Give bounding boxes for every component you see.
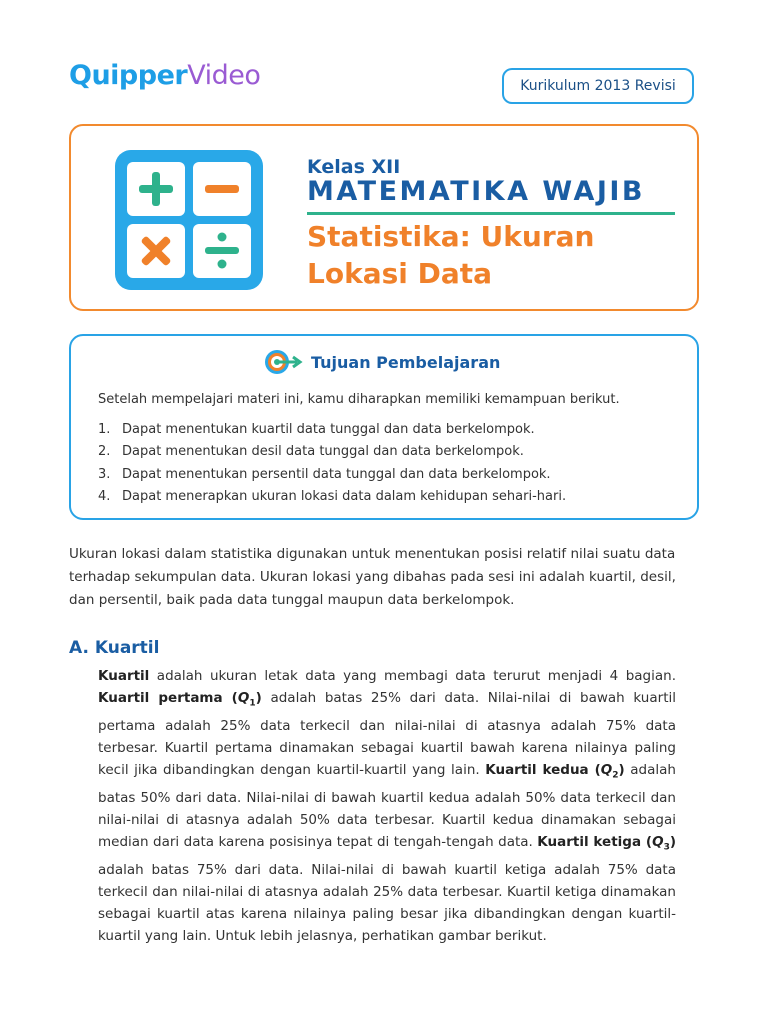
class-label: Kelas XII bbox=[307, 156, 401, 178]
section-heading-kuartil: A. Kuartil bbox=[69, 638, 160, 658]
quipper-video-logo bbox=[69, 60, 260, 91]
objectives-intro: Setelah mempelajari materi ini, kamu diharapkan memiliki kemampuan berikut. bbox=[98, 392, 620, 407]
list-item: 3. Dapat menentukan persentil data tunggal dan data berkelompok. bbox=[98, 466, 551, 482]
logo-quipper: Quipper bbox=[69, 60, 188, 91]
objectives-list bbox=[98, 418, 566, 508]
topic-title: Statistika: Ukuran Lokasi Data bbox=[307, 220, 595, 290]
calculator-icon bbox=[111, 146, 267, 294]
list-item: 2. Dapat menentukan desil data tunggal dan data berkelompok. bbox=[98, 444, 524, 460]
kuartil-paragraph: Kuartil adalah ukuran letak data yang membagi data terurut menjadi 4 bagian. Kuartil pertama $(Q_1)$ adalah batas 25% dari data. Nilai-nilai di bawah kuartil pertama adalah 25% data terkecil dan nilai-nilai di atasnya adalah 75% data terbesar. Kuartil pertama dinamakan sebagai kuartil bawah karena nilainya paling kecil jika dibandingkan dengan kuartil-kuartil yang lain. Kuartil kedua $(Q_2)$ adalah batas 50% dari data. Nilai-nilai di bawah kuartil kedua adalah 50% data terkecil dan nilai-nilai di atasnya adalah 50% data terbesar. Kuartil kedua dinamakan sebagai median dari data karena posisinya tepat di tengah-tengah data. Kuartil ketiga $(Q_3)$ adalah batas 75% dari data. Nilai-nilai di bawah kuartil ketiga adalah 75% data terkecil dan nilai-nilai di atasnya adalah 25% data terbesar. Kuartil ketiga dinamakan sebagai kuartil atas karena nilainya paling besar jika dibandingkan dengan kuartil-kuartil yang lain. Untuk lebih jelasnya, perhatikan gambar berikut. bbox=[98, 668, 676, 945]
list-item: 4. Dapat menerapkan ukuran lokasi data dalam kehidupan sehari-hari. bbox=[98, 489, 567, 505]
learning-objectives-card bbox=[69, 334, 699, 520]
title-divider bbox=[307, 212, 675, 215]
curriculum-badge: Kurikulum 2013 Revisi bbox=[502, 68, 694, 104]
title-card bbox=[69, 124, 699, 311]
target-icon bbox=[263, 348, 303, 376]
objectives-title: Tujuan Pembelajaran bbox=[311, 352, 501, 372]
logo-video: Video bbox=[187, 60, 261, 91]
intro-paragraph: Ukuran lokasi dalam statistika digunakan untuk menentukan posisi relatif nilai suatu data terhadap sekumpulan data. Ukuran lokasi yang dibahas pada sesi ini adalah kuartil, desil, dan persentil, baik pada data tunggal maupun data berkelompok. bbox=[69, 546, 676, 608]
objectives-header bbox=[263, 348, 500, 376]
subject-title: MATEMATIKA WAJIB bbox=[307, 176, 646, 207]
list-item: 1. Dapat menentukan kuartil data tunggal dan data berkelompok. bbox=[98, 421, 535, 437]
